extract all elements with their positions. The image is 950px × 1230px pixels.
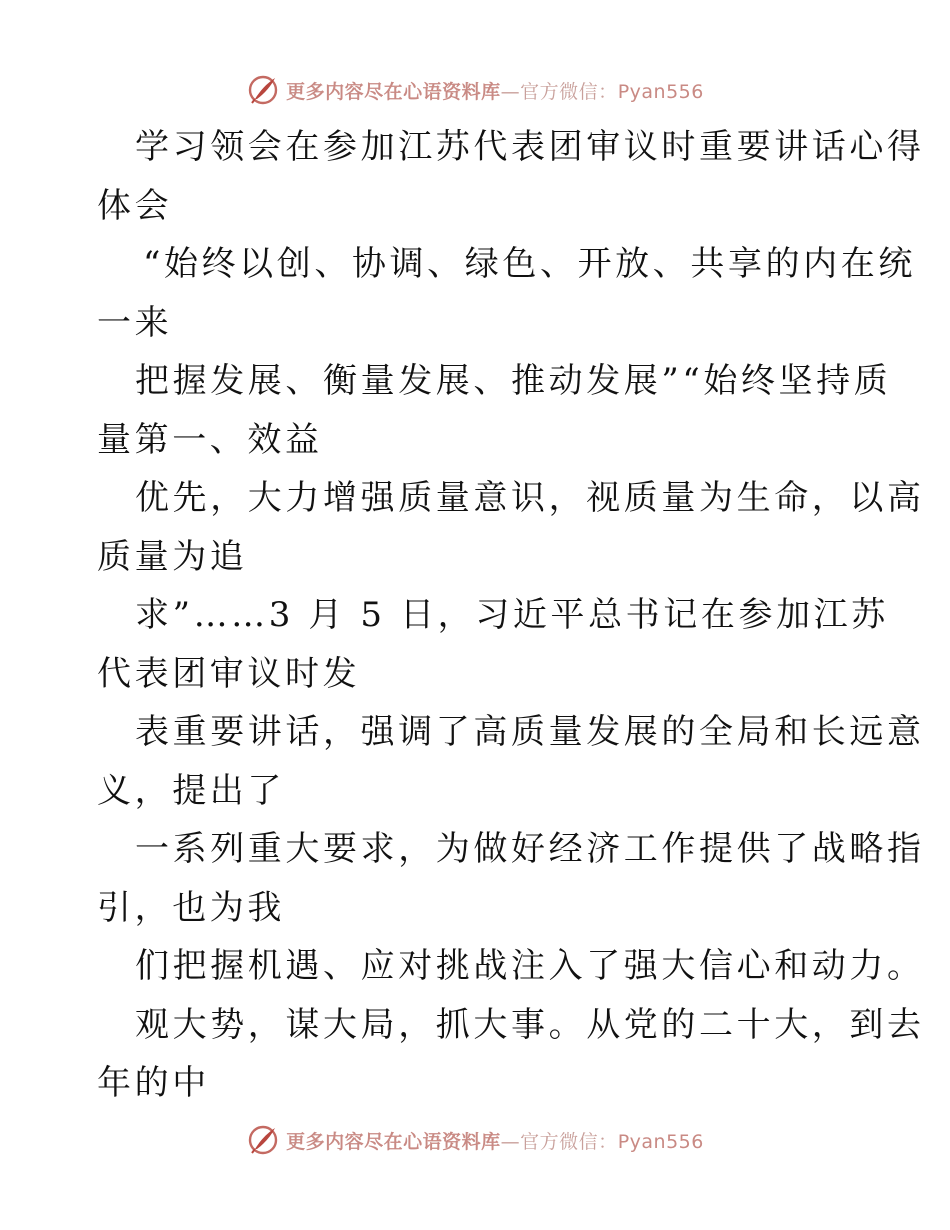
title-line-2: 体会 <box>97 185 173 226</box>
document-body <box>97 118 925 1113</box>
feather-pen-icon <box>246 73 280 107</box>
text-line: 一系列重大要求，为做好经济工作提供了战略指 <box>135 829 925 869</box>
text-line: 年的中 <box>97 1063 210 1103</box>
text-line: 引，也为我 <box>97 887 285 928</box>
text-line: 把握发展、衡量发展、推动发展”“始终坚持质 <box>135 361 892 401</box>
text-line: 义，提出了 <box>97 770 285 811</box>
text-line: 观大势，谋大局，抓大事。从党的二十大，到去 <box>135 1004 925 1045</box>
text-line: 优先，大力增强质量意识，视质量为生命，以高 <box>135 478 925 518</box>
text-line: 表重要讲话，强调了高质量发展的全局和长远意 <box>135 712 925 752</box>
text-line: 量第一、效益 <box>97 419 323 460</box>
feather-pen-icon <box>246 1123 280 1157</box>
text-line: 求”……3 月 5 日，习近平总书记在参加江苏 <box>135 595 889 635</box>
footer-watermark <box>0 1120 950 1160</box>
watermark-text: 更多内容尽在心语资料库—官方微信：Pyan556 <box>286 80 704 103</box>
header-watermark <box>0 70 950 110</box>
text-line: 代表团审议时发 <box>97 653 361 694</box>
text-line: “始终以创、协调、绿色、开放、共享的内在统 <box>143 244 916 284</box>
title-line-1: 学习领会在参加江苏代表团审议时重要讲话心得 <box>135 127 925 167</box>
text-line: 一来 <box>97 302 173 343</box>
text-line: 质量为追 <box>97 536 248 577</box>
watermark-text: 更多内容尽在心语资料库—官方微信：Pyan556 <box>286 1130 704 1153</box>
text-line: 们把握机遇、应对挑战注入了强大信心和动力。 <box>135 946 925 986</box>
